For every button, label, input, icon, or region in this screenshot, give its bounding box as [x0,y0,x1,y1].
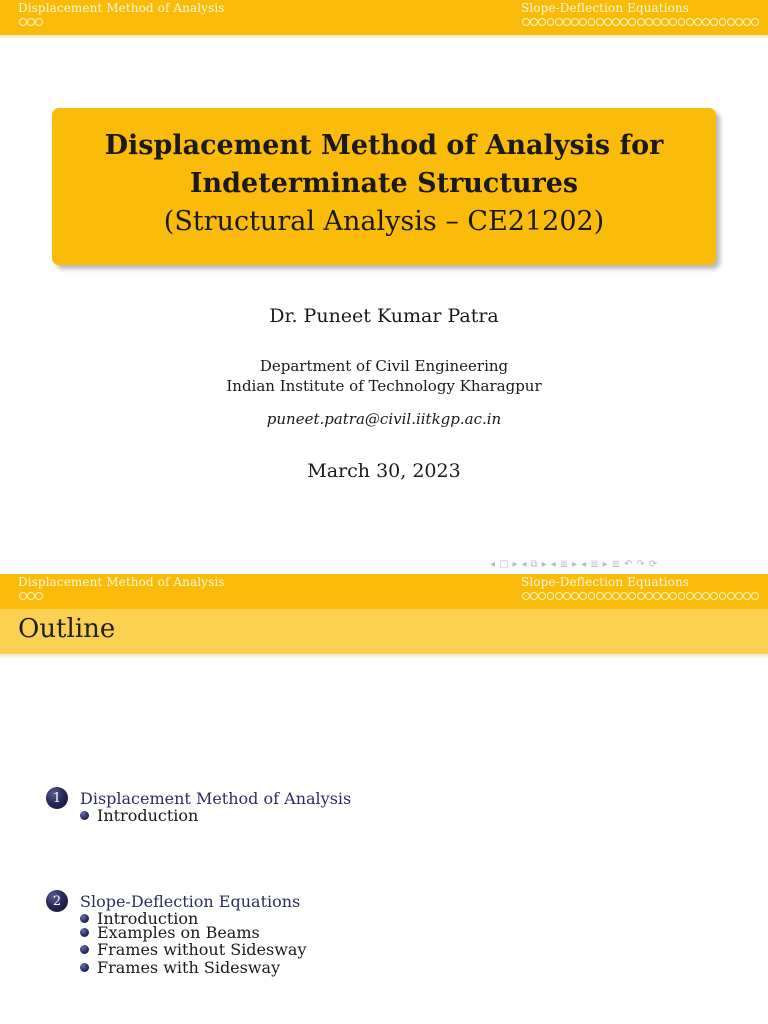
nav-dot[interactable] [645,18,653,26]
nav-dot[interactable] [555,18,563,26]
nav-dot[interactable] [538,18,546,26]
nav-symbol-icon[interactable]: ≣ [590,558,599,570]
nav-dot[interactable] [547,18,555,26]
nav-dot[interactable] [710,18,718,26]
nav-dot[interactable] [620,592,628,600]
nav-dot[interactable] [19,592,27,600]
nav-dot[interactable] [678,592,686,600]
nav-dot[interactable] [604,18,612,26]
nav-dot[interactable] [727,18,735,26]
subsection-label: Examples on Beams [97,923,260,942]
nav-dot[interactable] [588,18,596,26]
institute: Indian Institute of Technology Kharagpur [226,377,542,395]
subsection-label: Frames without Sidesway [97,940,307,959]
nav-symbol-icon[interactable]: ▸ [602,558,608,570]
bullet-icon [80,928,89,937]
nav-symbol-icon[interactable]: ▸ [572,558,578,570]
nav-dot[interactable] [563,18,571,26]
nav-dot[interactable] [555,592,563,600]
nav-dot[interactable] [669,592,677,600]
department: Department of Civil Engineering [259,357,509,375]
nav-dot[interactable] [686,592,694,600]
nav-dot[interactable] [694,592,702,600]
subtitle: (Structural Analysis – CE21202) [163,206,605,237]
nav-dot[interactable] [710,592,718,600]
nav-dot[interactable] [579,592,587,600]
title-box [52,108,716,265]
header-shadow [0,35,768,39]
nav-symbol-icon[interactable]: ◂ [550,558,556,570]
frame-title-bar [0,609,768,654]
nav-dot[interactable] [628,592,636,600]
nav-symbol-icon[interactable]: ◂ [581,558,587,570]
nav-symbol-icon[interactable]: ⧉ [530,558,538,570]
author: Dr. Puneet Kumar Patra [269,305,499,327]
nav-dot[interactable] [35,18,43,26]
nav-dot[interactable] [702,592,710,600]
nav-dot[interactable] [678,18,686,26]
nav-dot[interactable] [522,592,530,600]
title-line-2: Indeterminate Structures [189,168,579,199]
nav-dot[interactable] [751,592,759,600]
nav-dot[interactable] [522,18,530,26]
nav-dot[interactable] [686,18,694,26]
header-dots-right [522,18,759,26]
nav-symbol-icon[interactable]: ≣ [559,558,569,570]
header-dots-left [19,592,44,600]
nav-dot[interactable] [563,592,571,600]
nav-symbol-icon[interactable]: ▸ [512,558,518,570]
header-section-left[interactable]: Displacement Method of Analysis [18,575,225,589]
nav-symbol-icon[interactable]: ⟳ [648,558,658,570]
outline-subsection[interactable] [80,940,307,959]
nav-dot[interactable] [628,18,636,26]
section-number-ball: 1 [46,787,68,809]
nav-dot[interactable] [661,18,669,26]
header-bar [0,574,768,609]
nav-dot[interactable] [35,592,43,600]
nav-dot[interactable] [727,592,735,600]
bullet-icon [80,811,89,820]
nav-dot[interactable] [571,592,579,600]
section-label[interactable]: Displacement Method of Analysis [80,788,352,808]
nav-dot[interactable] [538,592,546,600]
nav-dot[interactable] [596,592,604,600]
nav-symbol-icon[interactable]: ◂ [521,558,527,570]
nav-dot[interactable] [27,18,35,26]
date: March 30, 2023 [307,460,461,482]
outline-subsection[interactable] [80,958,280,977]
nav-dot[interactable] [735,18,743,26]
bullet-icon [80,914,89,923]
nav-dot[interactable] [27,592,35,600]
nav-dot[interactable] [530,592,538,600]
nav-symbol-icon[interactable]: ↷ [636,558,645,570]
header-section-left[interactable]: Displacement Method of Analysis [18,1,225,15]
nav-dot[interactable] [579,18,587,26]
nav-dot[interactable] [661,592,669,600]
nav-dot[interactable] [719,592,727,600]
nav-dot[interactable] [743,592,751,600]
nav-dot[interactable] [637,18,645,26]
subsection-label: Introduction [97,806,199,825]
beamer-navigation [490,557,657,571]
nav-symbol-icon[interactable]: ↶ [624,558,633,570]
nav-dot[interactable] [645,592,653,600]
title-line-1: Displacement Method of Analysis for [104,130,664,161]
outline-slide [0,574,768,1024]
section-label[interactable]: Slope-Deflection Equations [80,891,301,911]
bullet-icon [80,945,89,954]
subsection-label: Frames with Sidesway [97,958,281,977]
frame-title-shadow [0,654,768,659]
nav-dot[interactable] [751,18,759,26]
nav-dot[interactable] [612,592,620,600]
email: puneet.patra@civil.iitkgp.ac.in [266,410,502,428]
nav-dot[interactable] [604,592,612,600]
header-section-right[interactable]: Slope-Deflection Equations [521,575,690,589]
header-dots-left [19,18,44,26]
nav-dot[interactable] [743,18,751,26]
nav-dot[interactable] [735,592,743,600]
nav-symbol-icon[interactable]: ◂ [490,558,496,570]
section-number-ball: 2 [46,890,68,912]
nav-dot[interactable] [637,592,645,600]
outline-subsection[interactable] [80,806,198,825]
nav-dot[interactable] [19,18,27,26]
nav-dot[interactable] [669,18,677,26]
nav-dot[interactable] [694,18,702,26]
nav-symbol-icon[interactable]: ▢ [499,558,509,570]
subsection-label: Introduction [97,909,199,928]
nav-symbol-icon[interactable]: ≣ [611,558,621,570]
nav-dot[interactable] [653,592,661,600]
header-dots-right [522,592,759,600]
nav-dot[interactable] [719,18,727,26]
nav-dot[interactable] [588,592,596,600]
nav-dot[interactable] [620,18,628,26]
nav-symbol-icon[interactable]: ▸ [541,558,547,570]
nav-dot[interactable] [530,18,538,26]
nav-dot[interactable] [596,18,604,26]
nav-dot[interactable] [612,18,620,26]
frame-title: Outline [18,614,116,644]
nav-dot[interactable] [571,18,579,26]
nav-dot[interactable] [653,18,661,26]
header-bar [0,0,768,35]
bullet-icon [80,963,89,972]
nav-dot[interactable] [547,592,555,600]
header-section-right[interactable]: Slope-Deflection Equations [521,1,690,15]
nav-dot[interactable] [702,18,710,26]
